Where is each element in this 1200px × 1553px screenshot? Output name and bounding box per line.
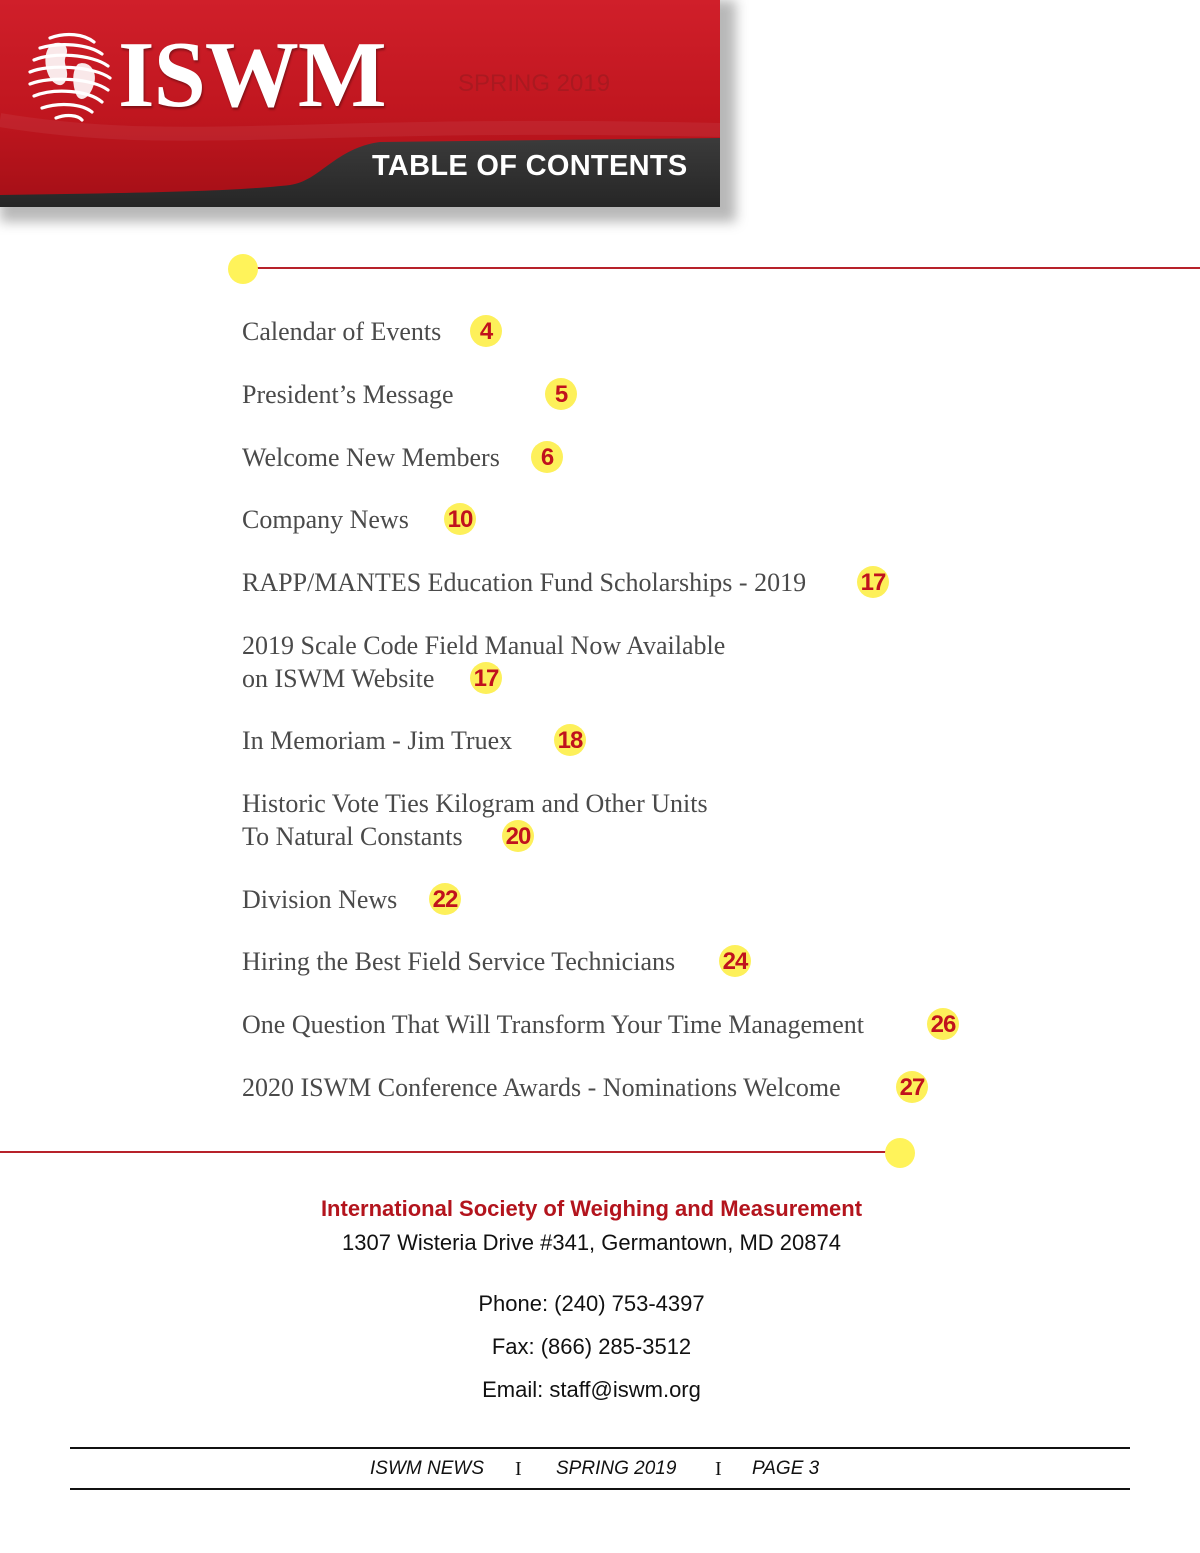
toc-entry-title: One Question That Will Transform Your Time Management [242,1010,865,1039]
page-number-badge: 26 [927,1008,959,1040]
globe-logo-icon [22,24,114,126]
toc-entry-title: 2019 Scale Code Field Manual Now Available [242,631,726,660]
page-number-badge: 27 [896,1071,928,1103]
toc-entry[interactable] [242,883,458,916]
toc-entry-title: Historic Vote Ties Kilogram and Other Units [242,789,708,818]
toc-entry[interactable] [242,441,554,474]
email-address[interactable]: Email: staff@iswm.org [482,1377,701,1402]
toc-entry-title: Calendar of Events [242,317,442,346]
header-banner [0,0,720,207]
page-number-badge: 17 [857,566,889,598]
page-number-badge: 10 [444,503,476,535]
page-number-badge: 20 [502,820,534,852]
toc-entry[interactable] [242,566,886,599]
toc-entry-title-line2: on ISWM Website [242,664,435,693]
toc-entry[interactable] [242,503,473,536]
page-number-badge: 22 [429,883,461,915]
toc-entry-title: In Memoriam - Jim Truex [242,726,513,755]
organization-name: International Society of Weighing and Measurement [320,1196,863,1221]
toc-entry-title: President’s Message [242,380,454,409]
toc-entry[interactable] [242,315,493,348]
toc-entry[interactable] [242,787,708,853]
brand-name: ISWM [118,23,386,127]
footer-publication: ISWM NEWS [370,1458,484,1479]
toc-entry[interactable] [242,1071,925,1104]
footer-issue: SPRING 2019 [556,1458,677,1479]
page-number-badge: 24 [719,945,751,977]
fax-number: Fax: (866) 285-3512 [491,1334,692,1359]
toc-entry-title: Division News [242,885,398,914]
page-number-badge: 5 [545,378,577,410]
page-number-badge: 18 [554,724,586,756]
page-number-badge: 17 [470,662,502,694]
footer-page-number: PAGE 3 [752,1458,820,1479]
footer-separator: I [515,1458,522,1480]
toc-entry-title: Company News [242,505,409,534]
footer-bottom-rule [70,1488,1130,1490]
yellow-dot-icon [228,254,258,284]
top-divider [244,267,1200,269]
toc-entry-title: Welcome New Members [242,443,500,472]
bottom-divider [0,1151,900,1153]
footer-separator: I [715,1458,722,1480]
issue-season: SPRING 2019 [458,70,611,97]
toc-entry[interactable] [242,629,725,695]
footer-top-rule [70,1447,1130,1449]
toc-entry[interactable] [242,378,568,411]
page-title: TABLE OF CONTENTS [372,150,688,182]
toc-entry[interactable] [242,724,583,757]
organization-address: 1307 Wisteria Drive #341, Germantown, MD 20874 [342,1230,841,1255]
page-number-badge: 6 [531,441,563,473]
toc-entry-title-line2: To Natural Constants [242,822,463,851]
toc-entry[interactable] [242,945,748,978]
toc-entry[interactable] [242,1008,956,1041]
page-number-badge: 4 [470,315,502,347]
toc-entry-title: RAPP/MANTES Education Fund Scholarships - 2019 [242,568,807,597]
phone-number: Phone: (240) 753-4397 [478,1291,705,1316]
toc-entry-title: 2020 ISWM Conference Awards - Nominations Welcome [242,1073,841,1102]
yellow-dot-icon [885,1138,915,1168]
toc-entry-title: Hiring the Best Field Service Technicians [242,947,676,976]
